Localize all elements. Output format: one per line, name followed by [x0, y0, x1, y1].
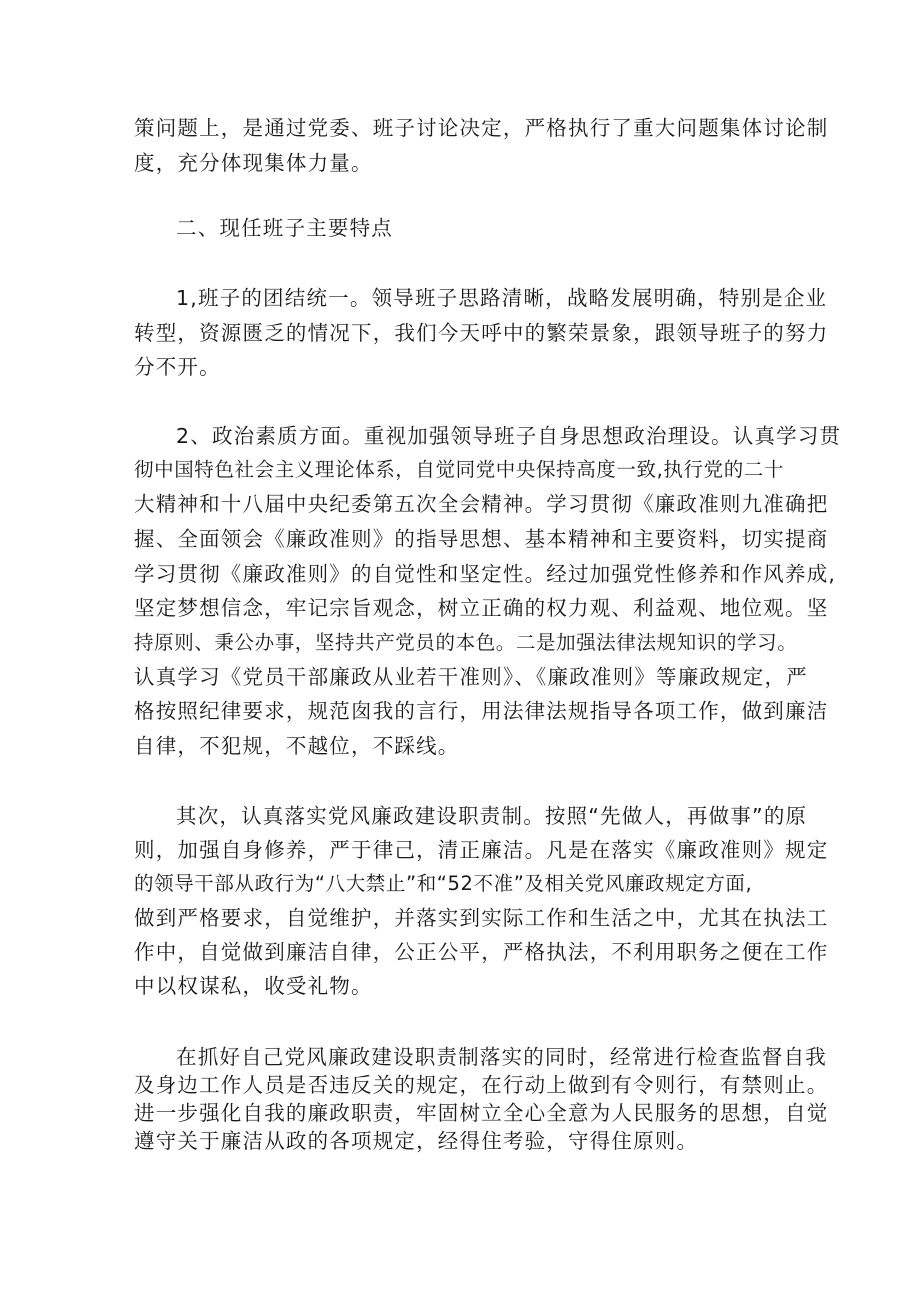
paragraph-line: 认真学习《党员干部廉政从业若干准则》、《廉政准则》等廉政规定，严: [134, 665, 808, 689]
paragraph-line: 在抓好自己党风廉政建设职责制落实的同时，经常进行检查监督自我: [176, 1045, 827, 1069]
paragraph-line: 的领导干部从政行为“八大禁止”和“52不准”及相关党风廉政规定方面,: [134, 872, 753, 895]
paragraph-line: 遵守关于廉洁从政的各项规定，经得住考验，守得住原则。: [134, 1129, 699, 1153]
paragraph-line: 2、政治素质方面。重视加强领导班子自身思想政治理设。认真学习贯: [176, 424, 842, 448]
paragraph-line: 度，充分体现集体力量。: [134, 151, 373, 175]
paragraph-line: 中以权谋私，收受礼物。: [134, 974, 373, 998]
paragraph-line: 做到严格要求，自觉维护，并落实到实际工作和生活之中，尤其在执法工: [134, 906, 829, 930]
paragraph-line: 握、全面领会《廉政准则》的指导思想、基本精神和主要资料，切实提商: [134, 527, 829, 551]
section-heading: 二、现任班子主要特点: [176, 216, 393, 240]
paragraph-line: 学习贯彻《廉政准则》的自觉性和坚定性。经过加强党性修养和作风养成,: [134, 562, 837, 586]
paragraph-line: 作中，自觉做到廉洁自律，公正公平，严格执法，不利用职务之便在工作: [134, 940, 829, 964]
paragraph-line: 其次，认真落实党风廉政建设职责制。按照“先做人，再做事”的原: [176, 804, 808, 828]
paragraph-line: 及身边工作人员是否违反关的规定，在行动上做到有令则行，有禁则止。: [134, 1073, 829, 1097]
paragraph-line: 自律，不犯规，不越位，不踩线。: [134, 734, 460, 758]
paragraph-line: 1,班子的团结统一。领导班子思路清晰，战略发展明确，特别是企业: [176, 286, 828, 310]
paragraph-line: 彻中国特色社会主义理论体系，自觉同党中央保持高度一致,执行党的二十: [134, 458, 784, 481]
paragraph-line: 坚定梦想信念，牢记宗旨观念，树立正确的权力观、利益观、地位观。坚: [134, 596, 829, 620]
paragraph-line: 持原则、秉公办事，坚持共产党员的本色。二是加强法律法规知识的学习。: [134, 631, 798, 654]
paragraph-line: 则，加强自身修养，严于律己，清正廉洁。凡是在落实《廉政准则》规定: [134, 838, 829, 862]
paragraph-line: 策问题上，是通过党委、班子讨论决定，严格执行了重大问题集体讨论制: [134, 116, 829, 140]
paragraph-line: 进一步强化自我的廉政职责，牢固树立全心全意为人民服务的思想，自觉: [134, 1101, 829, 1125]
paragraph-line: 分不开。: [134, 355, 221, 379]
paragraph-line: 大精神和十八届中央纪委第五次全会精神。学习贯彻《廉政准则九准确把: [134, 492, 829, 516]
paragraph-line: 转型，资源匮乏的情况下，我们今天呼中的繁荣景象，跟领导班子的努力: [134, 321, 829, 345]
paragraph-line: 格按照纪律要求，规范囱我的言行，用法律法规指导各项工作，做到廉洁: [134, 699, 829, 723]
